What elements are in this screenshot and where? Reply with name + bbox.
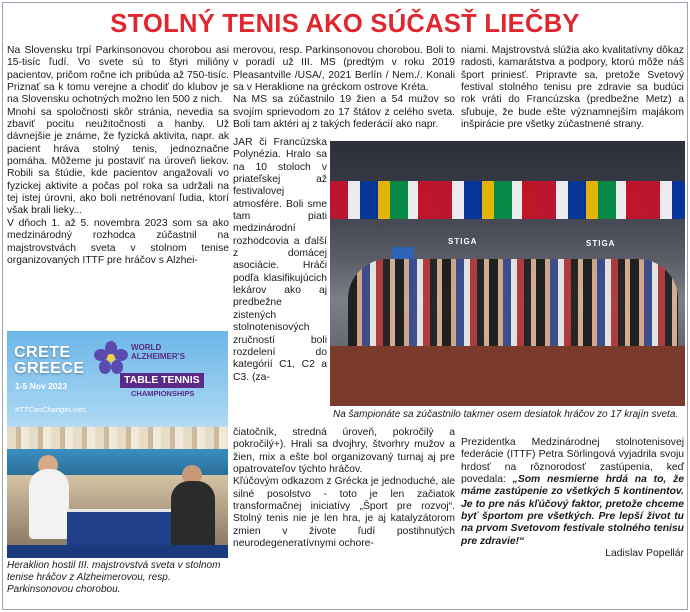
paragraph: Na MS sa zúčastnilo 19 žien a 54 mužov so svojím sprievodom zo 17 štátov z celého sveta. Boli tam aktéri aj z takých federácií ako napr.: [233, 94, 455, 131]
group-photo: [330, 141, 685, 406]
paragraph: merovou, resp. Parkinsonovou chorobou. Boli to v poradí už III. MS (predtým v roku 2019 Pleasantville /USA/, 2021 Berlín / Nem./. Konali sa v Heraklione na gréckom ostrove Kréta.: [233, 45, 455, 94]
sponsor-banner: STIGA: [586, 239, 616, 248]
national-flags: [330, 181, 685, 219]
column-2-narrow: [233, 137, 327, 384]
poster-line-2: TABLE TENNIS: [120, 373, 204, 388]
paragraph: JAR či Francúzska Polynézia. Hralo sa na 10 stoloch v priateľskej až festivalovej atmosfére. Boli sme tam piati medzinárodní rozhodcovia a ďalší z domácej asociácie. Hráči podľa klasifikujúcich lekárov ako aj predbežne zistených stolnotenisových zručností boli rozdelení do kategórií C1, C2 a C3. (za-: [233, 137, 327, 383]
sponsor-banner: STIGA: [448, 237, 478, 246]
column-1: [7, 45, 229, 267]
poster-line-3: CHAMPIONSHIPS: [131, 389, 195, 398]
player-figure: [29, 469, 69, 539]
article-headline: STOLNÝ TENIS AKO SÚČASŤ LIEČBY: [110, 10, 580, 38]
column-3-bottom: [461, 437, 684, 560]
table-tennis-table: [67, 509, 177, 545]
paragraph: Na Slovensku trpí Parkinsonovou chorobou asi 15-tisíc ľudí. Vo svete sú to štyri milióny pacientov, pričom ročne ich pribúda až 750-tisíc. Priznať sa k tomu verejne a chodiť do klubov je na Slovensku ochotných možno len 500 z nich.: [7, 45, 229, 106]
left-photo-caption: Heraklion hostil III. majstrovstvá sveta v stolnom tenise hráčov z Alzheimerovou, resp. Parkinsonovou chorobou.: [7, 560, 221, 596]
player-figure: [171, 481, 215, 551]
paragraph: Kľúčovým odkazom z Grécka je jednoduché, ale silné posolstvo - toto je len začiatok transformačnej iniciatívy „Šport pre rozvoj“. Stolný tenis nie je len hra, je aj katalyzátorom zmien v živote ľudí postihnutých neurodegeneratívnymi ochore-: [233, 476, 455, 550]
arena-floor: [330, 346, 685, 406]
right-photo-caption: Na šampionáte sa zúčastnilo takmer osem desiatok hráčov zo 17 krajín sveta.: [333, 409, 679, 420]
quote-intro: Prezidentka Medzinárodnej stolnotenisovej federácie (ITTF) Petra Sörlingová vyjadrila svoju hrdosť na rôznorodosť zastúpenia, keď povedala:: [461, 437, 684, 486]
column-3-top: [461, 45, 684, 131]
paragraph: niami. Majstrovstvá slúžia ako kvalitatívny dôkaz radosti, kamarátstva a podpory, ktorú môže náš šport priniesť. Pripravte sa, pretože Svetový festival stolného tenisu pre zdravie sa budúci rok vráti do Francúzska (predbežne Metz) a sľubuje, že bude ešte významnejším majákom inšpirácie pre všetky zúčastnené strany.: [461, 45, 684, 131]
column-2-top: [233, 45, 455, 131]
paragraph: čiatočník, stredná úroveň, pokročilý a pokročilý+). Hrali sa dvojhry, štvorhry mužov a žien, mix a ešte bol organizovaný turnaj aj pre opatrovateľov týchto hráčov.: [233, 427, 455, 476]
poster-place: CRETE GREECE: [14, 344, 85, 377]
paragraph: [461, 437, 684, 548]
president-quote: „Som nesmierne hrdá na to, že máme zastúpenie zo všetkých 5 kontinentov. Je to pre nás kľúčový faktor, pretože chceme byť športom pre všetkých. Pre lepší život tu na prvom Svetovom festivale stolného tenisu pre zdravie!“: [461, 474, 685, 547]
championship-banner: [7, 545, 228, 558]
article-author: Ladislav Popellár: [605, 548, 684, 560]
poster-line-1: WORLD ALZHEIMER'S: [131, 343, 185, 361]
poster-hashtag: #TTCanChangeLives: [15, 405, 86, 414]
paragraph: V dňoch 1. až 5. novembra 2023 som sa ako medzinárodný rozhodca zúčastnil na majstrovstvách sveta v stolnom tenise organizovaných ITTF pre hráčov s Alzhei-: [7, 217, 229, 266]
championship-poster-photo: [7, 331, 228, 558]
poster-dates: 1-5 Nov 2023: [15, 381, 67, 391]
paragraph: Mnohí sa spoločnosti skôr stránia, nevedia sa zbaviť pocitu neužitočnosti a hanby. Už dávnejšie je známe, že fyzická aktivita, napr. ak pacient hráva stolný tenis, jednoznačne pomáha. Môžeme ju postaviť na úroveň liekov. Robili sa štúdie, kde pacientov angažovali vo fyzickej aktivite a počas pol roka sa udržali na tej istej úrovni, ako boli netrénovaní ľudia, ktorí však brali lieky...: [7, 106, 229, 217]
forget-me-not-logo-icon: [94, 341, 128, 375]
column-2-bottom: [233, 427, 455, 550]
players-group: [348, 259, 678, 359]
